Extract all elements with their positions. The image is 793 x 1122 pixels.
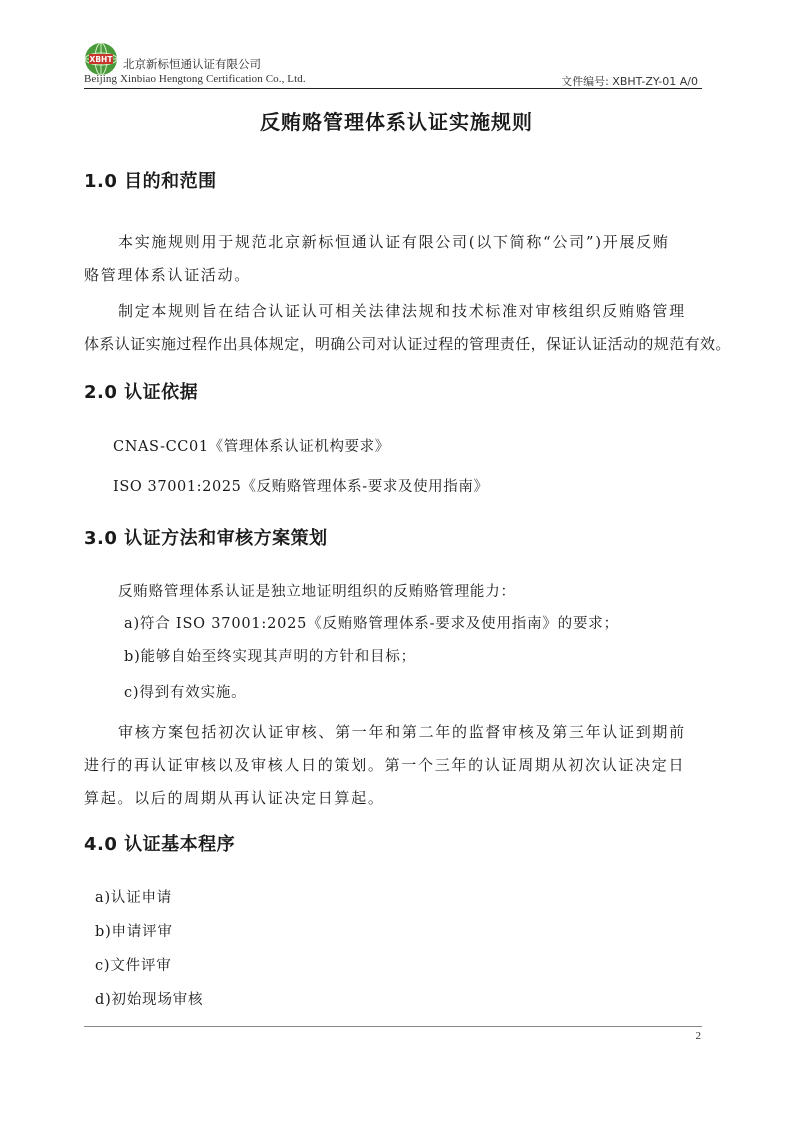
section-heading-4: 4.0 认证基本程序 — [84, 834, 236, 855]
section-heading-3: 3.0 认证方法和审核方案策划 — [84, 528, 328, 549]
section-heading-1: 1.0 目的和范围 — [84, 171, 217, 192]
paragraph-line: 体系认证实施过程作出具体规定，明确公司对认证过程的管理责任，保证认证活动的规范有效。 — [84, 335, 731, 353]
svg-text:XBHT: XBHT — [89, 55, 113, 64]
section-heading-2: 2.0 认证依据 — [84, 382, 199, 403]
paragraph-line: 本实施规则用于规范北京新标恒通认证有限公司(以下简称“公司”)开展反贿 — [118, 233, 670, 251]
paragraph-line: 制定本规则旨在结合认证认可相关法律法规和技术标准对审核组织反贿赂管理 — [118, 302, 686, 320]
header-divider — [84, 88, 702, 89]
list-item: b)能够自始至终实现其声明的方针和目标； — [124, 649, 416, 665]
reference-item: CNAS-CC01《管理体系认证机构要求》 — [113, 439, 390, 455]
globe-logo-icon — [84, 42, 118, 76]
list-item: a)符合 ISO 37001:2025《反贿赂管理体系-要求及使用指南》的要求； — [124, 616, 619, 632]
list-item: b)申请评审 — [95, 924, 173, 940]
reference-item: ISO 37001:2025《反贿赂管理体系-要求及使用指南》 — [113, 479, 489, 495]
paragraph-line: 进行的再认证审核以及审核人日的策划。第一个三年的认证周期从初次认证决定日 — [84, 756, 686, 774]
paragraph-line: 赂管理体系认证活动。 — [84, 266, 252, 284]
paragraph-line: 反贿赂管理体系认证是独立地证明组织的反贿赂管理能力： — [118, 584, 516, 600]
paragraph-line: 审核方案包括初次认证审核、第一年和第二年的监督审核及第三年认证到期前 — [118, 723, 686, 741]
company-name-en: Beijing Xinbiao Hengtong Certification Co., Ltd. — [84, 73, 306, 85]
company-logo — [84, 42, 118, 76]
list-item: d)初始现场审核 — [95, 992, 204, 1008]
page-title: 反贿赂管理体系认证实施规则 — [260, 110, 533, 134]
page-number: 2 — [695, 1030, 701, 1042]
document-number: 文件编号: XBHT-ZY-01 A/0 — [561, 75, 698, 88]
company-name-cn: 北京新标恒通认证有限公司 — [123, 57, 261, 71]
paragraph-line: 算起。以后的周期从再认证决定日算起。 — [84, 789, 385, 807]
list-item: c)得到有效实施。 — [124, 685, 247, 701]
list-item: c)文件评审 — [95, 958, 172, 974]
list-item: a)认证申请 — [95, 890, 173, 906]
footer-divider — [84, 1026, 702, 1027]
